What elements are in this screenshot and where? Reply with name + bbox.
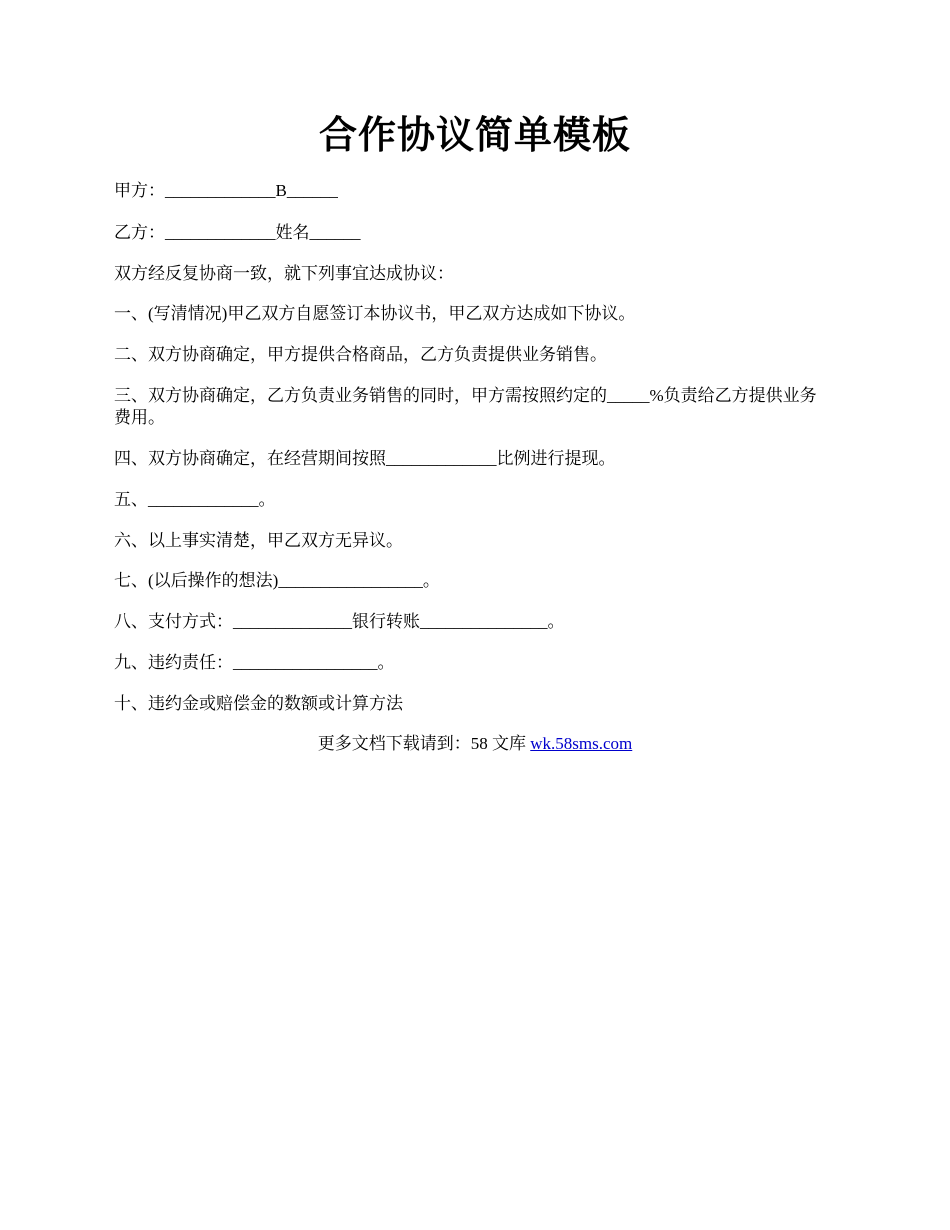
clause-7: 七、(以后操作的想法)_________________。 xyxy=(114,571,440,590)
clause-3: 三、双方协商确定，乙方负责业务销售的同时，甲方需按照约定的_____%负责给乙方提供业务费用。 xyxy=(114,386,817,427)
footer-text: 更多文档下载请到：58 文库 xyxy=(317,734,531,753)
clause-4: 四、双方协商确定，在经营期间按照_____________比例进行提现。 xyxy=(114,449,616,468)
clause-9: 九、违约责任：_________________。 xyxy=(114,653,395,672)
clause-10: 十、违约金或赔偿金的数额或计算方法 xyxy=(114,694,403,713)
preamble-text: 双方经反复协商一致，就下列事宜达成协议： xyxy=(114,264,454,283)
party-a-line: 甲方：_____________B______ xyxy=(114,181,338,200)
footer-link[interactable]: wk.58sms.com xyxy=(530,734,633,753)
clause-1: 一、(写清情况)甲乙双方自愿签订本协议书，甲乙双方达成如下协议。 xyxy=(114,304,636,323)
clause-6: 六、以上事实清楚，甲乙双方无异议。 xyxy=(114,531,403,550)
clause-8: 八、支付方式：______________银行转账_______________。 xyxy=(114,612,565,631)
clause-5: 五、_____________。 xyxy=(114,490,276,509)
document-title: 合作协议简单模板 xyxy=(318,115,631,157)
party-b-line: 乙方：_____________姓名______ xyxy=(114,223,361,242)
footer-line xyxy=(0,733,950,755)
clause-2: 二、双方协商确定，甲方提供合格商品，乙方负责提供业务销售。 xyxy=(114,345,607,364)
